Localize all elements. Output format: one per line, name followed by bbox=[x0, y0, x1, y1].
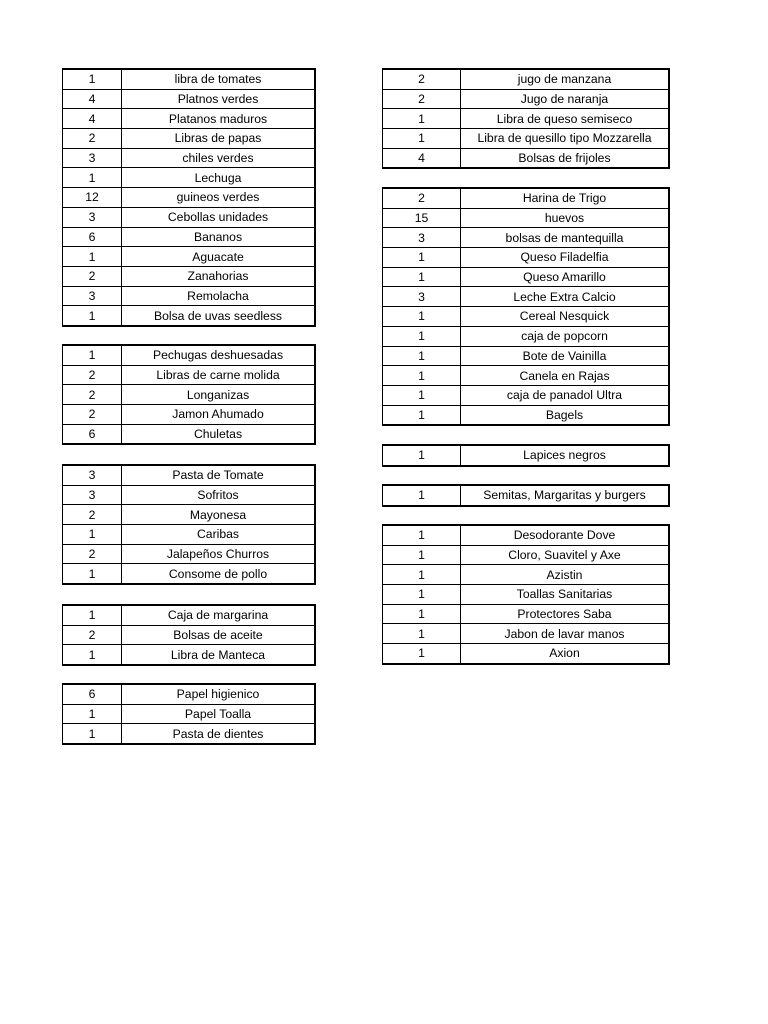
item-quantity: 3 bbox=[383, 287, 461, 307]
list-item bbox=[63, 564, 316, 584]
right-list-table-5 bbox=[382, 524, 670, 665]
list-item bbox=[63, 306, 316, 326]
list-item bbox=[63, 385, 316, 405]
item-name: Bolsas de frijoles bbox=[461, 148, 670, 168]
item-name: jugo de manzana bbox=[461, 69, 670, 89]
item-name: Papel Toalla bbox=[122, 704, 316, 724]
right-list-table-3 bbox=[382, 444, 670, 467]
item-name: huevos bbox=[461, 208, 670, 228]
list-item bbox=[383, 248, 670, 268]
item-name: Bananos bbox=[122, 227, 316, 247]
list-item bbox=[63, 69, 316, 89]
item-quantity: 1 bbox=[383, 445, 461, 466]
item-name: Chuletas bbox=[122, 424, 316, 444]
item-quantity: 3 bbox=[63, 465, 122, 485]
item-name: Jugo de naranja bbox=[461, 89, 670, 109]
item-name: caja de panadol Ultra bbox=[461, 385, 670, 405]
item-name: Canela en Rajas bbox=[461, 366, 670, 386]
list-item bbox=[383, 109, 670, 129]
item-quantity: 2 bbox=[383, 69, 461, 89]
list-item bbox=[383, 188, 670, 208]
item-quantity: 2 bbox=[63, 405, 122, 425]
list-item bbox=[383, 148, 670, 168]
item-name: libra de tomates bbox=[122, 69, 316, 89]
item-quantity: 1 bbox=[63, 306, 122, 326]
item-quantity: 1 bbox=[63, 69, 122, 89]
list-item bbox=[63, 424, 316, 444]
list-item bbox=[383, 545, 670, 565]
item-name: Jamon Ahumado bbox=[122, 405, 316, 425]
left-list-table-4 bbox=[62, 604, 316, 666]
list-item bbox=[63, 247, 316, 267]
list-item bbox=[63, 525, 316, 545]
item-name: Jabon de lavar manos bbox=[461, 624, 670, 644]
item-name: Bolsas de aceite bbox=[122, 625, 316, 645]
item-name: Leche Extra Calcio bbox=[461, 287, 670, 307]
list-item bbox=[63, 684, 316, 704]
list-item bbox=[383, 405, 670, 425]
list-item bbox=[63, 544, 316, 564]
item-quantity: 1 bbox=[63, 525, 122, 545]
item-quantity: 3 bbox=[383, 228, 461, 248]
item-name: Libras de papas bbox=[122, 129, 316, 149]
list-item bbox=[63, 505, 316, 525]
list-item bbox=[63, 605, 316, 625]
item-name: Libra de queso semiseco bbox=[461, 109, 670, 129]
item-name: Azistin bbox=[461, 565, 670, 585]
item-quantity: 1 bbox=[63, 724, 122, 744]
item-name: Protectores Saba bbox=[461, 604, 670, 624]
item-quantity: 1 bbox=[383, 585, 461, 605]
item-name: Jalapeños Churros bbox=[122, 544, 316, 564]
item-quantity: 1 bbox=[63, 168, 122, 188]
item-quantity: 1 bbox=[383, 604, 461, 624]
right-list-table-2 bbox=[382, 187, 670, 426]
item-name: Lapices negros bbox=[461, 445, 670, 466]
item-name: guineos verdes bbox=[122, 188, 316, 208]
list-item bbox=[383, 644, 670, 664]
list-item bbox=[63, 465, 316, 485]
item-quantity: 1 bbox=[383, 565, 461, 585]
list-item bbox=[383, 565, 670, 585]
list-item bbox=[383, 366, 670, 386]
item-quantity: 1 bbox=[63, 645, 122, 665]
list-item bbox=[383, 485, 670, 506]
list-item bbox=[63, 645, 316, 665]
list-item bbox=[63, 724, 316, 744]
list-item bbox=[383, 525, 670, 545]
item-quantity: 6 bbox=[63, 424, 122, 444]
item-name: Papel higienico bbox=[122, 684, 316, 704]
item-quantity: 2 bbox=[63, 266, 122, 286]
item-name: Bote de Vainilla bbox=[461, 346, 670, 366]
item-name: Zanahorias bbox=[122, 266, 316, 286]
left-list-table-3 bbox=[62, 464, 316, 585]
item-name: Libra de Manteca bbox=[122, 645, 316, 665]
item-quantity: 1 bbox=[383, 385, 461, 405]
right-list-table-1 bbox=[382, 68, 670, 169]
list-item bbox=[63, 109, 316, 129]
list-item bbox=[383, 445, 670, 466]
item-quantity: 3 bbox=[63, 207, 122, 227]
item-quantity: 4 bbox=[383, 148, 461, 168]
item-name: Semitas, Margaritas y burgers bbox=[461, 485, 670, 506]
item-quantity: 2 bbox=[383, 89, 461, 109]
item-name: chiles verdes bbox=[122, 148, 316, 168]
left-list-table-2 bbox=[62, 344, 316, 445]
item-name: Libra de quesillo tipo Mozzarella bbox=[461, 129, 670, 149]
list-item bbox=[383, 267, 670, 287]
item-name: Consome de pollo bbox=[122, 564, 316, 584]
item-quantity: 1 bbox=[383, 109, 461, 129]
item-quantity: 3 bbox=[63, 286, 122, 306]
item-quantity: 2 bbox=[63, 385, 122, 405]
item-quantity: 2 bbox=[63, 129, 122, 149]
item-quantity: 3 bbox=[63, 148, 122, 168]
list-item bbox=[383, 604, 670, 624]
item-quantity: 1 bbox=[383, 248, 461, 268]
item-quantity: 12 bbox=[63, 188, 122, 208]
item-name: Platnos verdes bbox=[122, 89, 316, 109]
list-item bbox=[383, 129, 670, 149]
item-name: Queso Amarillo bbox=[461, 267, 670, 287]
item-name: Cereal Nesquick bbox=[461, 307, 670, 327]
list-item bbox=[63, 266, 316, 286]
item-name: Bagels bbox=[461, 405, 670, 425]
item-quantity: 1 bbox=[383, 485, 461, 506]
item-quantity: 1 bbox=[383, 525, 461, 545]
list-item bbox=[383, 307, 670, 327]
item-name: Queso Filadelfia bbox=[461, 248, 670, 268]
item-name: Harina de Trigo bbox=[461, 188, 670, 208]
item-quantity: 1 bbox=[383, 129, 461, 149]
item-name: Cloro, Suavitel y Axe bbox=[461, 545, 670, 565]
item-quantity: 2 bbox=[63, 625, 122, 645]
item-name: Lechuga bbox=[122, 168, 316, 188]
list-item bbox=[63, 129, 316, 149]
item-quantity: 1 bbox=[63, 564, 122, 584]
item-name: Desodorante Dove bbox=[461, 525, 670, 545]
list-item bbox=[63, 286, 316, 306]
list-item bbox=[383, 326, 670, 346]
item-quantity: 1 bbox=[383, 366, 461, 386]
list-item bbox=[63, 405, 316, 425]
list-item bbox=[63, 625, 316, 645]
list-item bbox=[383, 287, 670, 307]
item-quantity: 1 bbox=[383, 405, 461, 425]
item-quantity: 1 bbox=[383, 307, 461, 327]
item-name: Aguacate bbox=[122, 247, 316, 267]
item-quantity: 2 bbox=[63, 365, 122, 385]
list-item bbox=[63, 227, 316, 247]
item-name: Caribas bbox=[122, 525, 316, 545]
item-quantity: 6 bbox=[63, 227, 122, 247]
list-item bbox=[383, 89, 670, 109]
item-name: caja de popcorn bbox=[461, 326, 670, 346]
item-quantity: 1 bbox=[63, 345, 122, 365]
item-name: bolsas de mantequilla bbox=[461, 228, 670, 248]
item-name: Caja de margarina bbox=[122, 605, 316, 625]
item-quantity: 4 bbox=[63, 109, 122, 129]
list-item bbox=[383, 385, 670, 405]
list-item bbox=[63, 704, 316, 724]
item-name: Remolacha bbox=[122, 286, 316, 306]
list-item bbox=[63, 365, 316, 385]
list-item bbox=[383, 346, 670, 366]
item-quantity: 1 bbox=[383, 326, 461, 346]
item-quantity: 2 bbox=[63, 544, 122, 564]
list-item bbox=[383, 585, 670, 605]
item-name: Toallas Sanitarias bbox=[461, 585, 670, 605]
list-item bbox=[63, 345, 316, 365]
item-name: Pechugas deshuesadas bbox=[122, 345, 316, 365]
list-item bbox=[63, 188, 316, 208]
right-list-table-4 bbox=[382, 484, 670, 507]
list-item bbox=[63, 148, 316, 168]
item-quantity: 2 bbox=[63, 505, 122, 525]
list-item bbox=[383, 69, 670, 89]
item-name: Platanos maduros bbox=[122, 109, 316, 129]
item-name: Longanizas bbox=[122, 385, 316, 405]
item-name: Sofritos bbox=[122, 485, 316, 505]
item-quantity: 1 bbox=[383, 644, 461, 664]
list-item bbox=[63, 168, 316, 188]
list-item bbox=[383, 208, 670, 228]
item-quantity: 1 bbox=[383, 267, 461, 287]
list-item bbox=[63, 485, 316, 505]
item-name: Cebollas unidades bbox=[122, 207, 316, 227]
item-name: Axion bbox=[461, 644, 670, 664]
item-quantity: 1 bbox=[63, 605, 122, 625]
list-item bbox=[383, 624, 670, 644]
item-quantity: 3 bbox=[63, 485, 122, 505]
left-list-table-1 bbox=[62, 68, 316, 327]
item-name: Pasta de Tomate bbox=[122, 465, 316, 485]
item-quantity: 15 bbox=[383, 208, 461, 228]
item-quantity: 4 bbox=[63, 89, 122, 109]
item-name: Libras de carne molida bbox=[122, 365, 316, 385]
item-quantity: 1 bbox=[383, 545, 461, 565]
item-quantity: 1 bbox=[63, 704, 122, 724]
item-name: Pasta de dientes bbox=[122, 724, 316, 744]
list-item bbox=[383, 228, 670, 248]
left-list-table-5 bbox=[62, 683, 316, 745]
item-quantity: 1 bbox=[383, 624, 461, 644]
item-quantity: 6 bbox=[63, 684, 122, 704]
list-item bbox=[63, 89, 316, 109]
item-name: Bolsa de uvas seedless bbox=[122, 306, 316, 326]
item-name: Mayonesa bbox=[122, 505, 316, 525]
list-item bbox=[63, 207, 316, 227]
item-quantity: 1 bbox=[63, 247, 122, 267]
item-quantity: 2 bbox=[383, 188, 461, 208]
item-quantity: 1 bbox=[383, 346, 461, 366]
